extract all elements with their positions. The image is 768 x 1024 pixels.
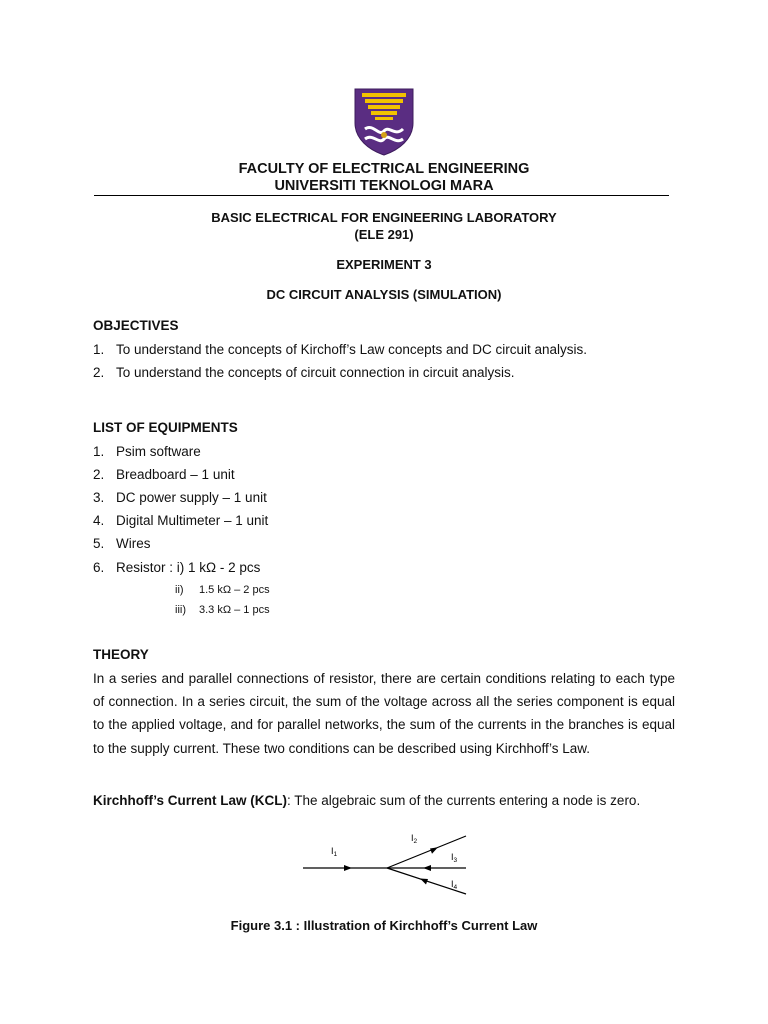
label-i4: $I_4$ xyxy=(451,879,458,891)
experiment-number: EXPERIMENT 3 xyxy=(336,257,432,272)
equipment-number: 2. xyxy=(93,467,105,482)
equipment-number: 5. xyxy=(93,536,105,551)
faculty-name: FACULTY OF ELECTRICAL ENGINEERING xyxy=(238,161,530,177)
equipment-item xyxy=(93,512,268,530)
kcl-definition: : The algebraic sum of the currents entering a node is zero. xyxy=(287,793,641,808)
resistor-subitem-text: 1.5 kΩ – 2 pcs xyxy=(199,584,270,596)
equipment-number: 6. xyxy=(93,560,105,575)
arrow-i2 xyxy=(430,847,438,854)
experiment-title: DC CIRCUIT ANALYSIS (SIMULATION) xyxy=(266,287,502,302)
equipment-text: Psim software xyxy=(116,444,201,459)
equipment-item xyxy=(93,559,260,577)
course-code: (ELE 291) xyxy=(354,227,414,242)
objectives-heading: OBJECTIVES xyxy=(93,318,179,333)
label-i1: $I_1$ xyxy=(331,846,338,858)
equipment-number: 1. xyxy=(93,444,105,459)
equipment-text: Wires xyxy=(116,536,151,551)
course-title: BASIC ELECTRICAL FOR ENGINEERING LABORATORY xyxy=(211,210,557,225)
objective-text: To understand the concepts of Kirchoff’s Law concepts and DC circuit analysis. xyxy=(116,342,587,357)
label-i2: $I_2$ xyxy=(411,833,418,845)
label-i3: $I_3$ xyxy=(451,852,458,864)
equipment-item xyxy=(93,535,151,553)
resistor-subitem-number: iii) xyxy=(175,604,186,616)
arrow-i3 xyxy=(423,865,431,871)
equipment-number: 3. xyxy=(93,490,105,505)
equipment-text: Digital Multimeter – 1 unit xyxy=(116,513,269,528)
kcl-statement xyxy=(93,793,640,808)
resistor-subitem-number: ii) xyxy=(175,584,184,596)
kcl-term: Kirchhoff’s Current Law (KCL) xyxy=(93,793,287,808)
equipment-item xyxy=(93,443,201,461)
theory-heading: THEORY xyxy=(93,647,149,662)
equipment-text: Breadboard – 1 unit xyxy=(116,467,235,482)
uitm-logo xyxy=(353,87,415,156)
university-name: UNIVERSITI TEKNOLOGI MARA xyxy=(274,178,494,194)
arrow-i4 xyxy=(420,879,428,885)
kcl-diagram xyxy=(300,830,475,900)
objective-item xyxy=(93,364,514,382)
equipments-heading: LIST OF EQUIPMENTS xyxy=(93,420,238,435)
objective-text: To understand the concepts of circuit connection in circuit analysis. xyxy=(116,365,515,380)
objective-item xyxy=(93,341,587,359)
equipment-number: 4. xyxy=(93,513,105,528)
header-divider xyxy=(94,195,669,196)
equipment-text: Resistor : i) 1 kΩ - 2 pcs xyxy=(116,560,261,575)
figure-caption: Figure 3.1 : Illustration of Kirchhoff’s Current Law xyxy=(230,918,538,933)
theory-paragraph: In a series and parallel connections of resistor, there are certain conditions relating to each type of connection. In a series circuit, the sum of the voltage across all the series component is equal to the applied voltage, and for parallel networks, the sum of the currents in the branches is equal to the supply current. These two conditions can be described using Kirchhoff’s Law. xyxy=(93,671,675,756)
objective-number: 1. xyxy=(93,342,105,357)
resistor-subitem-text: 3.3 kΩ – 1 pcs xyxy=(199,604,270,616)
arrow-i1 xyxy=(344,865,352,871)
equipment-item xyxy=(93,489,267,507)
equipment-item xyxy=(93,466,235,484)
equipment-text: DC power supply – 1 unit xyxy=(116,490,267,505)
resistor-subitem xyxy=(175,583,270,597)
objective-number: 2. xyxy=(93,365,105,380)
resistor-subitem xyxy=(175,603,270,617)
